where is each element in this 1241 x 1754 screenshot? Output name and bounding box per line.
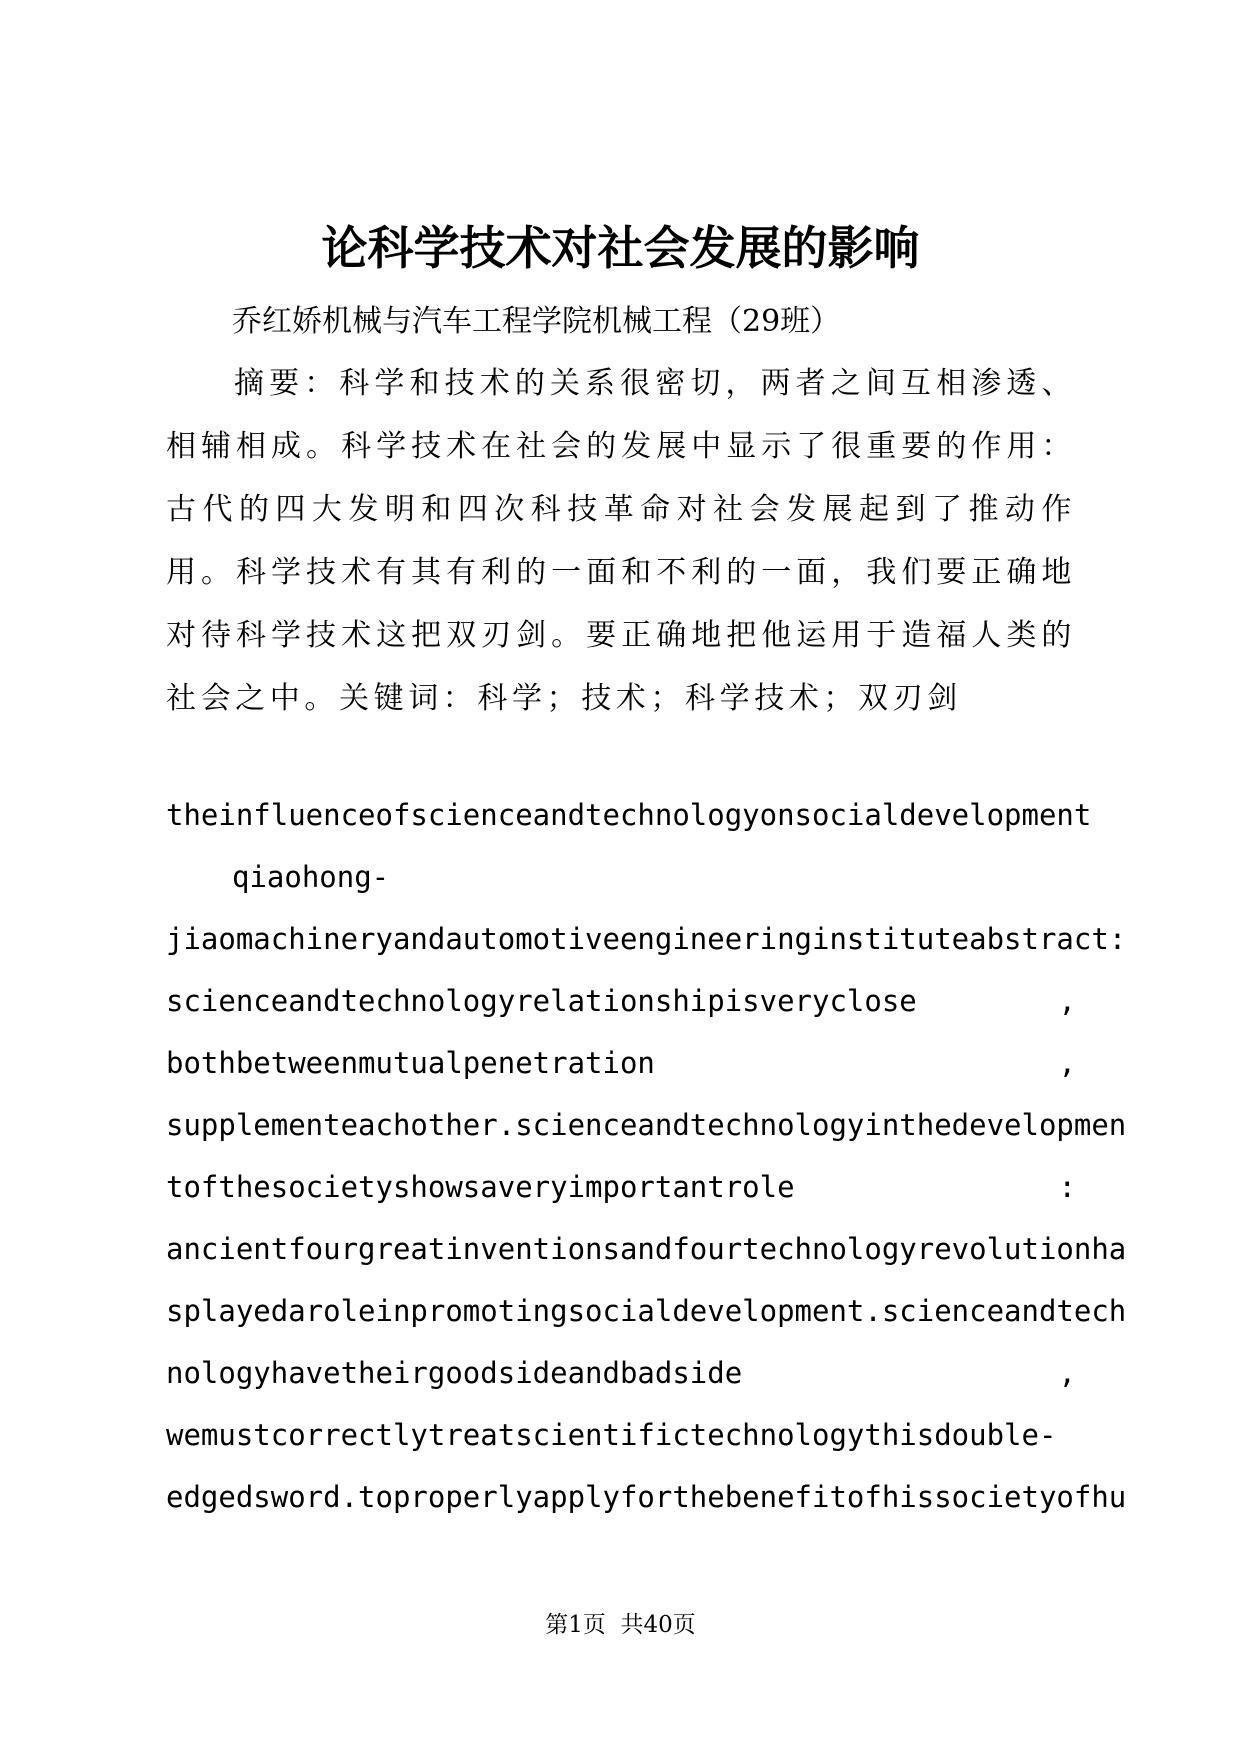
english-line xyxy=(166,1466,1127,1528)
english-line-text: qiaohong- xyxy=(232,860,390,894)
english-line xyxy=(166,970,1076,1032)
english-line-text: tofthesocietyshowsaveryimportantrole xyxy=(166,1170,795,1204)
document-title: 论科学技术对社会发展的影响 xyxy=(321,221,920,275)
page-number-label: 第1页 共40页 xyxy=(545,1612,696,1638)
english-line xyxy=(166,784,1092,846)
english-line xyxy=(166,846,1076,908)
english-line xyxy=(166,1032,1076,1094)
english-abstract xyxy=(166,784,1127,1528)
author-line: 乔红娇机械与汽车工程学院机械工程（29班） xyxy=(232,304,841,339)
english-line-text: ancientfourgreatinventionsandfourtechnologyrevolutionha xyxy=(166,1232,1127,1266)
english-line-text: nologyhavetheirgoodsideandbadside xyxy=(166,1356,743,1390)
page-footer xyxy=(0,1610,1241,1640)
english-line xyxy=(166,908,1127,970)
english-line xyxy=(166,1094,1127,1156)
english-line-text: wemustcorrectlytreatscientifictechnologythisdouble- xyxy=(166,1418,1057,1452)
english-line-text: theinfluenceofscienceandtechnologyonsocialdevelopment xyxy=(166,798,1092,832)
english-line xyxy=(166,1404,1076,1466)
english-line-tail: : xyxy=(1058,1170,1076,1204)
english-line-text: bothbetweenmutualpenetration xyxy=(166,1046,655,1080)
english-line-text: edgedsword.toproperlyapplyforthebenefitofhissocietyofhu xyxy=(166,1480,1127,1514)
english-line-tail: , xyxy=(1058,1046,1076,1080)
english-line-text: jiaomachineryandautomotiveengineeringinstituteabstract: xyxy=(166,922,1127,956)
english-line-text: supplementeachother.scienceandtechnologyinthedevelopmen xyxy=(166,1108,1127,1142)
english-line-text: splayedaroleinpromotingsocialdevelopment.scienceandtech xyxy=(166,1294,1127,1328)
english-line xyxy=(166,1156,1076,1218)
chinese-abstract: 摘要：科学和技术的关系很密切，两者之间互相渗透、相辅相成。科学技术在社会的发展中显示了很重要的作用：古代的四大发明和四次科技革命对社会发展起到了推动作用。科学技术有其有利的一面和不利的一面，我们要正确地对待科学技术这把双刃剑。要正确地把他运用于造福人类的社会之中。关键词：科学；技术；科学技术；双刃剑 xyxy=(166,366,1076,716)
english-line-tail: , xyxy=(1058,1356,1076,1390)
english-line-tail: , xyxy=(1058,984,1076,1018)
english-line xyxy=(166,1218,1127,1280)
english-line xyxy=(166,1280,1127,1342)
english-line-text: scienceandtechnologyrelationshipisveryclose xyxy=(166,984,917,1018)
english-line xyxy=(166,1342,1076,1404)
